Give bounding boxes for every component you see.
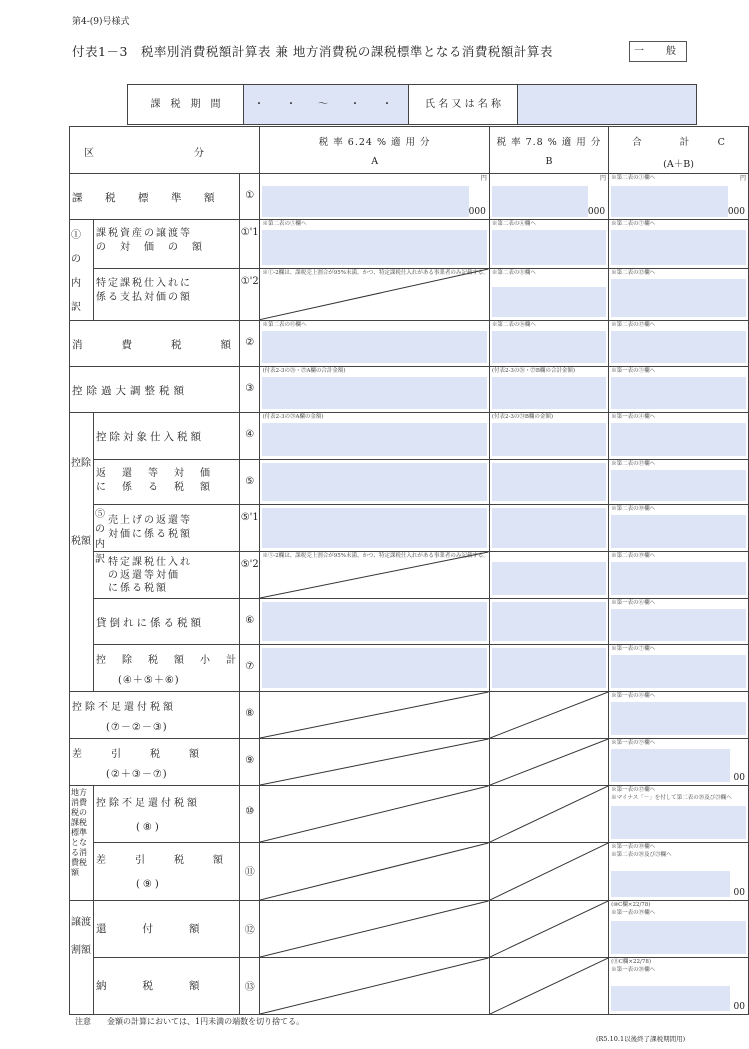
row12-c[interactable]: (⑩C欄×22/78) ※第一表の⑲欄へ (609, 901, 749, 958)
row5-num: ⑤ (240, 460, 260, 505)
row5-2-num: ⑤'2 (240, 552, 260, 599)
row7-c[interactable]: ※第一表の⑦欄へ (609, 645, 749, 692)
name-input[interactable] (518, 85, 696, 124)
row5-1-c[interactable]: ※第二表の⑱欄へ (609, 505, 749, 552)
diagonal-slash (260, 901, 488, 957)
row13-a (260, 958, 489, 1015)
row9-b (489, 739, 608, 786)
diagonal-slash (260, 786, 488, 842)
row2-c[interactable]: ※第二表の⑰欄へ (609, 321, 749, 367)
row1-b[interactable]: 円 000 (489, 174, 608, 220)
side-r5-breakdown: ⑤の内訳 (95, 509, 105, 565)
row9-a (260, 739, 489, 786)
row6-label: 貸倒れに係る税額 (94, 599, 240, 645)
row3-label: 控除過大調整税額 (70, 367, 240, 413)
row12-b (489, 901, 608, 958)
diagonal-slash (260, 843, 488, 900)
side-local-tax: 地方消費税の課税標準となる消費税額 (70, 786, 94, 901)
row1-1-c[interactable]: ※第二表の⑦欄へ (609, 220, 749, 269)
row2-b[interactable]: ※第二表の⑯欄へ (489, 321, 608, 367)
row13-num: ⑬ (240, 958, 260, 1015)
row2-label: 消 費 税 額 (70, 321, 240, 367)
row11-a (260, 843, 489, 901)
diagonal-slash (490, 843, 608, 900)
row12-num: ⑫ (240, 901, 260, 958)
col-b-title: 税 率 7.8 % 適 用 分 (496, 137, 602, 148)
calculation-table (69, 126, 749, 1015)
row6-b[interactable] (489, 599, 608, 645)
row1-2-label: 特定課税仕入れに 係る支払対価の額 (94, 269, 240, 321)
row5-label: 返 還 等 対 価 に 係 る 税 額 (94, 460, 240, 505)
row3-c[interactable]: ※第一表の③欄へ (609, 367, 749, 413)
col-c-header (609, 127, 749, 174)
category-badge: 一 般 (629, 41, 687, 62)
applicability-note: (R5.10.1以後終了課税期間用) (596, 1035, 686, 1043)
col-c-sub: (A＋B) (663, 159, 694, 170)
row1-2-num: ①'2 (240, 269, 260, 321)
row3-a[interactable]: (付表2-3の㉖・㉗A欄の合計金額) (260, 367, 489, 413)
row13-c[interactable]: (⑪C欄×22/78) ※第一表の⑳欄へ 00 (609, 958, 749, 1015)
side-transfer: 譲渡割額 (70, 901, 94, 1015)
row1-a[interactable]: 円 000 (260, 174, 489, 220)
diagonal-slash (490, 786, 608, 842)
period-label: 課 税 期 間 (128, 85, 244, 124)
row5-1-label: ⑤の内訳 売上げの返還等 対価に係る税額 (94, 505, 240, 552)
row1-num: ① (240, 174, 260, 220)
form-number: 第4-(9)号様式 (72, 17, 130, 27)
row6-num: ⑥ (240, 599, 260, 645)
row11-num: ⑪ (240, 843, 260, 901)
diagonal-slash (260, 692, 488, 738)
row3-num: ③ (240, 367, 260, 413)
row7-a[interactable] (260, 645, 489, 692)
row11-label: 差 引 税 額 (⑨) (94, 843, 240, 901)
row4-c[interactable]: ※第一表の④欄へ (609, 413, 749, 460)
row9-c[interactable]: ※第一表の⑨欄へ 00 (609, 739, 749, 786)
row1-1-a[interactable]: ※第二表の⑤欄へ (260, 220, 489, 269)
row5-a[interactable] (260, 460, 489, 505)
row2-a[interactable]: ※第二表の⑮欄へ (260, 321, 489, 367)
header-box (127, 84, 697, 125)
footer-note: 注意 金額の計算においては、1円未満の端数を切り捨てる。 (75, 1017, 305, 1026)
row11-c[interactable]: ※第一表の⑱欄へ ※第二表の⑳及び㉓欄へ 00 (609, 843, 749, 901)
row5-2-b[interactable] (489, 552, 608, 599)
row4-label: 控除対象仕入税額 (94, 413, 240, 460)
row5-1-a[interactable] (260, 505, 489, 552)
row5-1-num: ⑤'1 (240, 505, 260, 552)
side-deduction: 控除税額 (70, 413, 94, 692)
row1-2-b[interactable]: ※第二表の⑪欄へ (489, 269, 608, 321)
col-a-title: 税 率 6.24 % 適 用 分 (318, 137, 431, 148)
diagonal-slash (260, 958, 488, 1014)
diagonal-slash (490, 739, 608, 785)
row10-b (489, 786, 608, 843)
col-b-header (489, 127, 608, 174)
row4-num: ④ (240, 413, 260, 460)
row10-a (260, 786, 489, 843)
diagonal-slash (490, 958, 608, 1014)
row1-2-a: ※①-2欄は、課税売上割合が95%未満、かつ、特定課税仕入れがある事業者のみ記載する。 (260, 269, 489, 321)
row10-c[interactable]: ※第一表の⑰欄へ ※マイナス「－」を付して第二表の⑳及び㉓欄へ (609, 786, 749, 843)
row4-b[interactable]: (付表2-3の㉔B欄の金額) (489, 413, 608, 460)
row7-num: ⑦ (240, 645, 260, 692)
row5-b[interactable] (489, 460, 608, 505)
name-label: 氏 名 又 は 名 称 (409, 85, 518, 124)
col-c-title: 合 計 C (632, 137, 725, 148)
row1-label: 課 税 標 準 額 (70, 174, 240, 220)
row6-c[interactable]: ※第一表の⑥欄へ (609, 599, 749, 645)
row4-a[interactable]: (付表2-3の㉔A欄の金額) (260, 413, 489, 460)
col-a-header (260, 127, 489, 174)
row5-2-a: ※⑤-2欄は、課税売上割合が95%未満、かつ、特定課税仕入れがある事業者のみ記載する。 (260, 552, 489, 599)
diagonal-slash (490, 901, 608, 957)
row8-label: 控除不足還付税額 (⑦－②－③) (70, 692, 240, 739)
side-r1-breakdown: ①の内訳 (70, 220, 94, 321)
row10-label: 控除不足還付税額 (⑧) (94, 786, 240, 843)
row1-1-b[interactable]: ※第二表の⑥欄へ (489, 220, 608, 269)
row2-num: ② (240, 321, 260, 367)
row8-num: ⑧ (240, 692, 260, 739)
row9-label: 差 引 税 額 (②＋③－⑦) (70, 739, 240, 786)
row5-2-label: 特定課税仕入れ の返還等対価 に係る税額 (94, 552, 240, 599)
row9-num: ⑨ (240, 739, 260, 786)
period-input[interactable]: ・ ・ ～ ・ ・ (244, 85, 409, 124)
row13-label: 納 税 額 (94, 958, 240, 1015)
row1-c[interactable]: ※第二表の①欄へ 円 000 (609, 174, 749, 220)
kubun-header (70, 127, 260, 174)
row11-b (489, 843, 608, 901)
row8-a (260, 692, 489, 739)
row5-2-c[interactable]: ※第二表の⑲欄へ (609, 552, 749, 599)
kubun-label: 区 分 (84, 148, 205, 159)
row5-c[interactable]: ※第二表の⑰欄へ (609, 460, 749, 505)
row7-label: 控 除 税 額 小 計 (④＋⑤＋⑥) (94, 645, 240, 692)
row3-b[interactable]: (付表2-3の㉖・㉗B欄の合計金額) (489, 367, 608, 413)
row8-c[interactable]: ※第一表の⑧欄へ (609, 692, 749, 739)
row1-1-label: 課税資産の譲渡等 の 対 価 の 額 (94, 220, 240, 269)
row6-a[interactable] (260, 599, 489, 645)
diagonal-slash (490, 692, 608, 738)
row1-1-num: ①'1 (240, 220, 260, 269)
row5-1-b[interactable] (489, 505, 608, 552)
col-a-sub: A (371, 156, 379, 167)
row12-a (260, 901, 489, 958)
page-title: 付表1－3 税率別消費税額計算表 兼 地方消費税の課税標準となる消費税額計算表 (72, 44, 553, 59)
row1-2-c[interactable]: ※第二表の⑫欄へ (609, 269, 749, 321)
row10-num: ⑩ (240, 786, 260, 843)
row12-label: 還 付 額 (94, 901, 240, 958)
row7-b[interactable] (489, 645, 608, 692)
row13-b (489, 958, 608, 1015)
row8-b (489, 692, 608, 739)
diagonal-slash (260, 739, 488, 785)
col-b-sub: B (545, 156, 553, 167)
